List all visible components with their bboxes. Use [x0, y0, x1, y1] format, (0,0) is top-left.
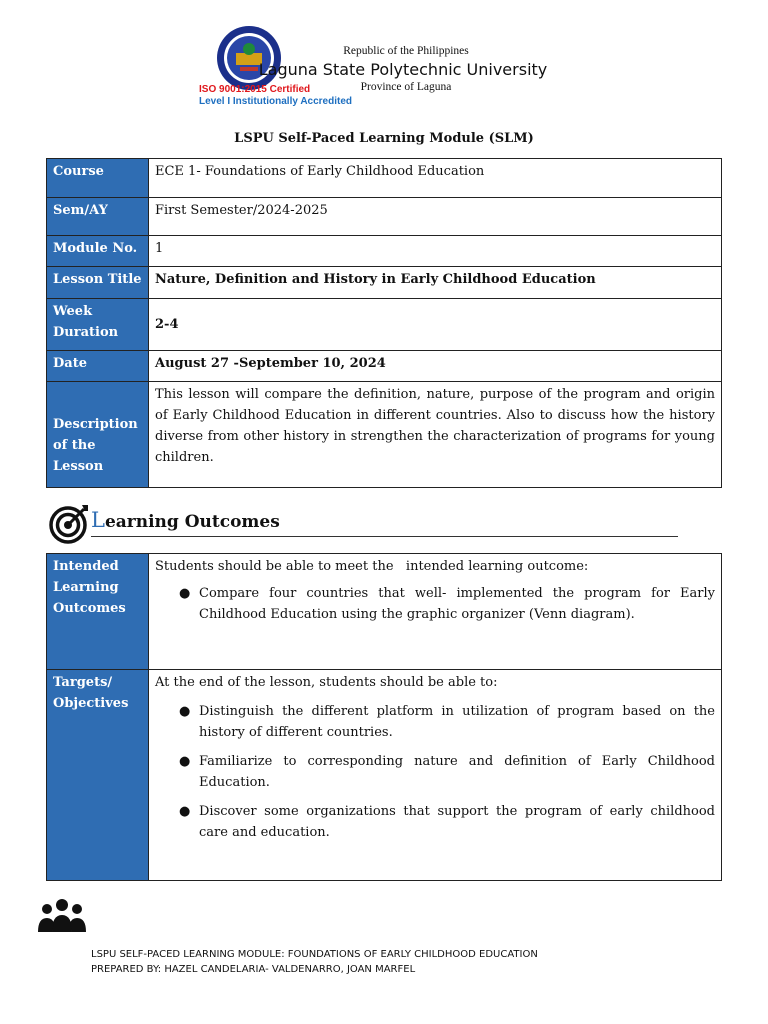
intended-intro: Students should be able to meet the intended learning outcome:: [155, 559, 589, 574]
module-value: 1: [149, 236, 722, 267]
date-value: August 27 -September 10, 2024: [149, 351, 722, 382]
learning-outcomes-rest: earning Outcomes: [104, 512, 280, 532]
lesson-label: Lesson Title: [47, 267, 149, 299]
description-label: Description of the Lesson: [47, 382, 149, 488]
targets-cell: [149, 670, 722, 881]
date-row: [47, 351, 722, 382]
date-label: Date: [47, 351, 149, 382]
module-label: Module No.: [47, 236, 149, 267]
module-info-table: [46, 158, 722, 488]
list-item: ● Familiarize to corresponding nature and definition of Early Childhood Education.: [179, 754, 715, 790]
description-row: [47, 382, 722, 488]
sem-value: First Semester/2024-2025: [149, 198, 722, 236]
week-value: 2-4: [149, 299, 722, 351]
sem-label: Sem/AY: [47, 198, 149, 236]
sem-row: [47, 198, 722, 236]
outcomes-table: [46, 553, 722, 881]
course-value: ECE 1- Foundations of Early Childhood Education: [149, 159, 722, 198]
lesson-row: [47, 267, 722, 299]
lesson-value: Nature, Definition and History in Early Childhood Education: [149, 267, 722, 299]
module-row: [47, 236, 722, 267]
intended-label: Intended Learning Outcomes: [47, 554, 149, 670]
targets-label: Targets/ Objectives: [47, 670, 149, 881]
list-item: ● Discover some organizations that support the program of early childhood care and education.: [179, 804, 715, 840]
learning-outcomes-initial: L: [91, 508, 105, 532]
list-item: ● Compare four countries that well- implemented the program for Early Childhood Education using the graphic organizer (Venn diagram).: [179, 586, 715, 622]
targets-row: [47, 670, 722, 881]
accreditation-text: Level I Institutionally Accredited: [199, 96, 352, 107]
week-label: Week Duration: [47, 299, 149, 351]
intended-cell: [149, 554, 722, 670]
group-icon: [37, 898, 87, 934]
section-underline: [91, 536, 678, 537]
province-text: Province of Laguna: [360, 81, 452, 93]
footer-line-1: LSPU SELF-PACED LEARNING MODULE: FOUNDATIONS OF EARLY CHILDHOOD EDUCATION: [91, 949, 538, 960]
targets-list: [155, 701, 715, 843]
university-name: Laguna State Polytechnic University: [258, 60, 548, 79]
course-row: [47, 159, 722, 198]
course-label: Course: [47, 159, 149, 198]
republic-text: Republic of the Philippines: [343, 45, 469, 57]
intended-row: [47, 554, 722, 670]
description-value: This lesson will compare the definition, nature, purpose of the program and origin of Early Childhood Education in different countries. Also to discuss how the history diverse from other history in strengthen the characterization of programs for young children.: [149, 382, 722, 488]
learning-outcomes-title: [91, 508, 280, 532]
intended-list: [155, 583, 715, 625]
week-row: [47, 299, 722, 351]
iso-certification: ISO 9001:2015 Certified: [199, 84, 311, 95]
target-icon: [48, 503, 90, 545]
targets-intro: At the end of the lesson, students should be able to:: [155, 675, 498, 690]
document-title: LSPU Self-Paced Learning Module (SLM): [234, 131, 534, 146]
list-item: ● Distinguish the different platform in utilization of program based on the history of different countries.: [179, 704, 715, 740]
footer-line-2: PREPARED BY: HAZEL CANDELARIA- VALDENARRO, JOAN MARFEL: [91, 964, 416, 975]
